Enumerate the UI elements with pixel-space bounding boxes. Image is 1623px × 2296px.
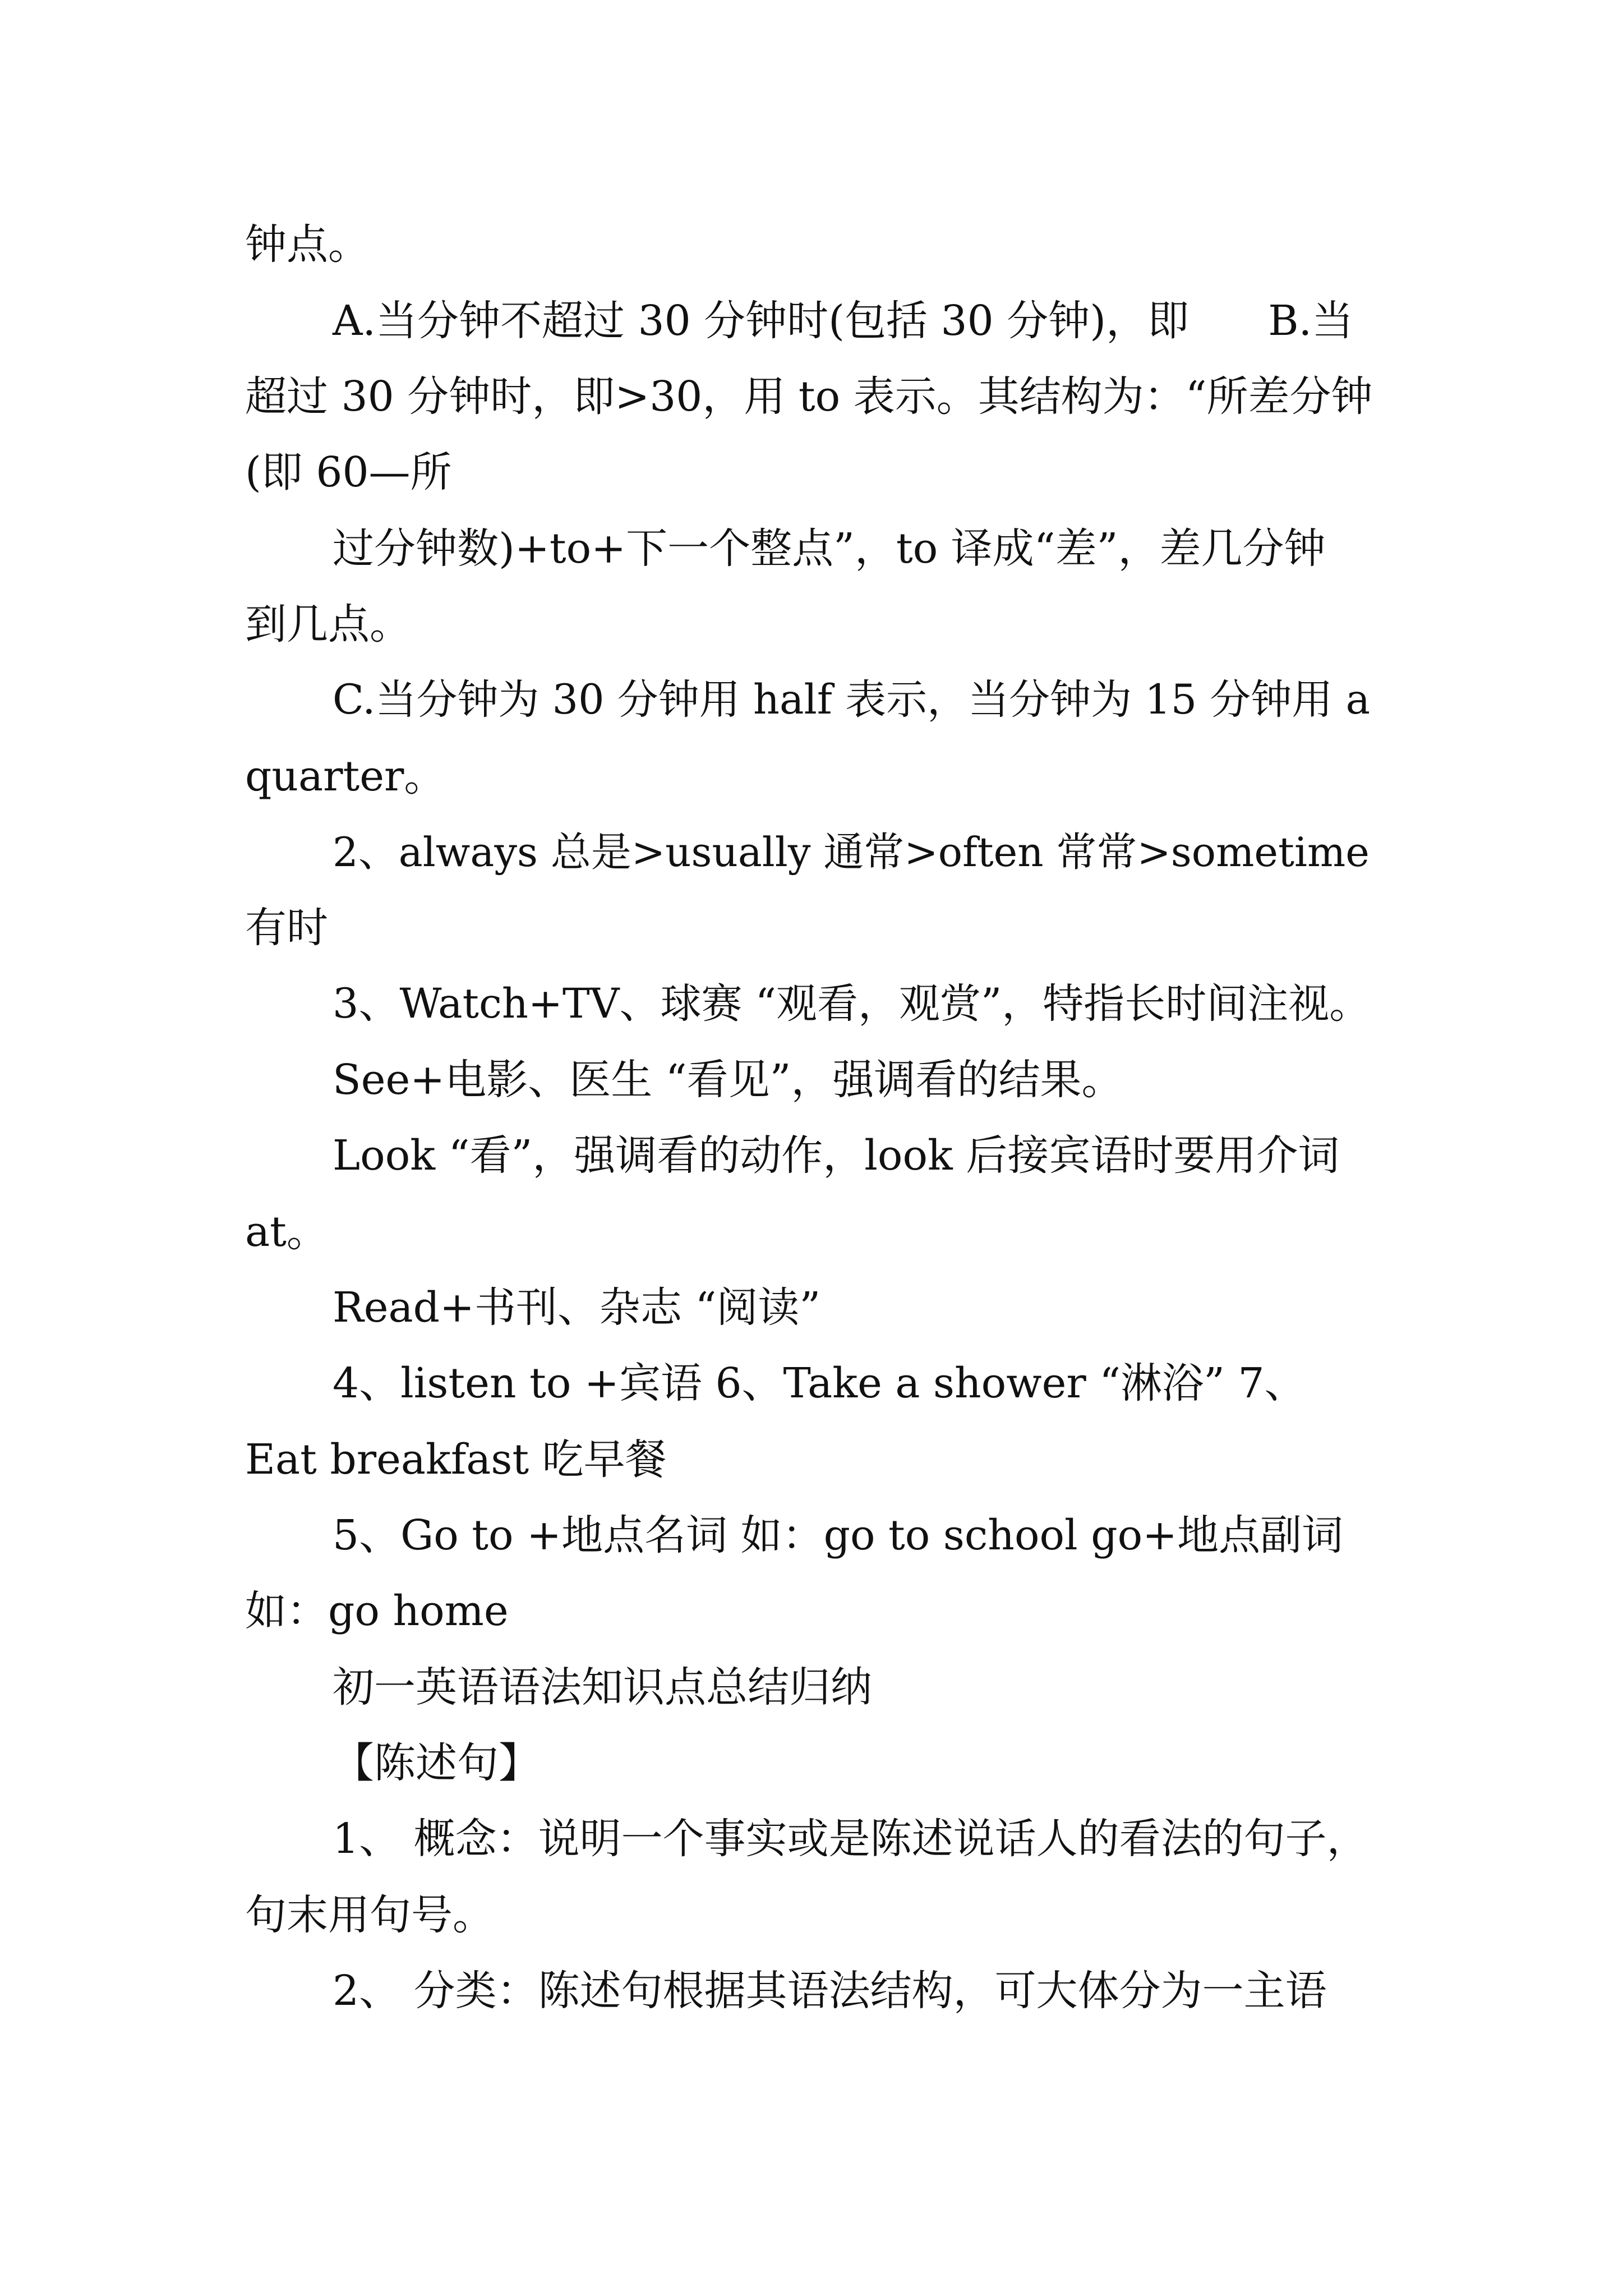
text-line: 1、 概念：说明一个事实或是陈述说话人的看法的句子， <box>333 1815 1368 1863</box>
text-line: 5、Go to +地点名词 如：go to school go+地点副词 <box>333 1511 1344 1559</box>
text-line: 如：go home <box>245 1587 509 1635</box>
text-line: 钟点。 <box>245 220 370 269</box>
text-line: See+电影、医生 “看见”，强调看的结果。 <box>333 1056 1123 1104</box>
text-line: Look “看”，强调看的动作，look 后接宾语时要用介词 <box>333 1131 1340 1180</box>
text-line: 4、listen to +宾语 6、Take a shower “淋浴” 7、 <box>333 1359 1306 1407</box>
section-heading: 初一英语语法知识点总结归纳 <box>333 1663 872 1711</box>
text-line: 有时 <box>245 904 328 952</box>
text-line: Read+书刊、杂志 “阅读” <box>333 1283 821 1332</box>
text-line: 到几点。 <box>245 600 411 648</box>
text-line: 超过 30 分钟时，即>30，用 to 表示。其结构为：“所差分钟 <box>245 372 1373 421</box>
text-line: (即 60—所 <box>245 448 452 496</box>
text-line: Eat breakfast 吃早餐 <box>245 1435 667 1484</box>
subsection-heading: 【陈述句】 <box>333 1739 540 1787</box>
text-line: 2、 分类：陈述句根据其语法结构，可大体分为一主语 <box>333 1967 1327 2015</box>
text-line: C.当分钟为 30 分钟用 half 表示，当分钟为 15 分钟用 a <box>333 676 1371 724</box>
text-line: quarter。 <box>245 752 446 800</box>
text-line: 句末用句号。 <box>245 1891 494 1939</box>
text-line: 过分钟数)+to+下一个整点”，to 译成“差”，差几分钟 <box>333 524 1326 573</box>
text-line: 2、always 总是>usually 通常>often 常常>sometime <box>333 829 1370 876</box>
text-line: at。 <box>245 1208 328 1256</box>
text-line: 3、Watch+TV、球赛 “观看，观赏”，特指长时间注视。 <box>333 980 1371 1028</box>
text-line: A.当分钟不超过 30 分钟时(包括 30 分钟)，即 B.当 <box>333 297 1354 345</box>
